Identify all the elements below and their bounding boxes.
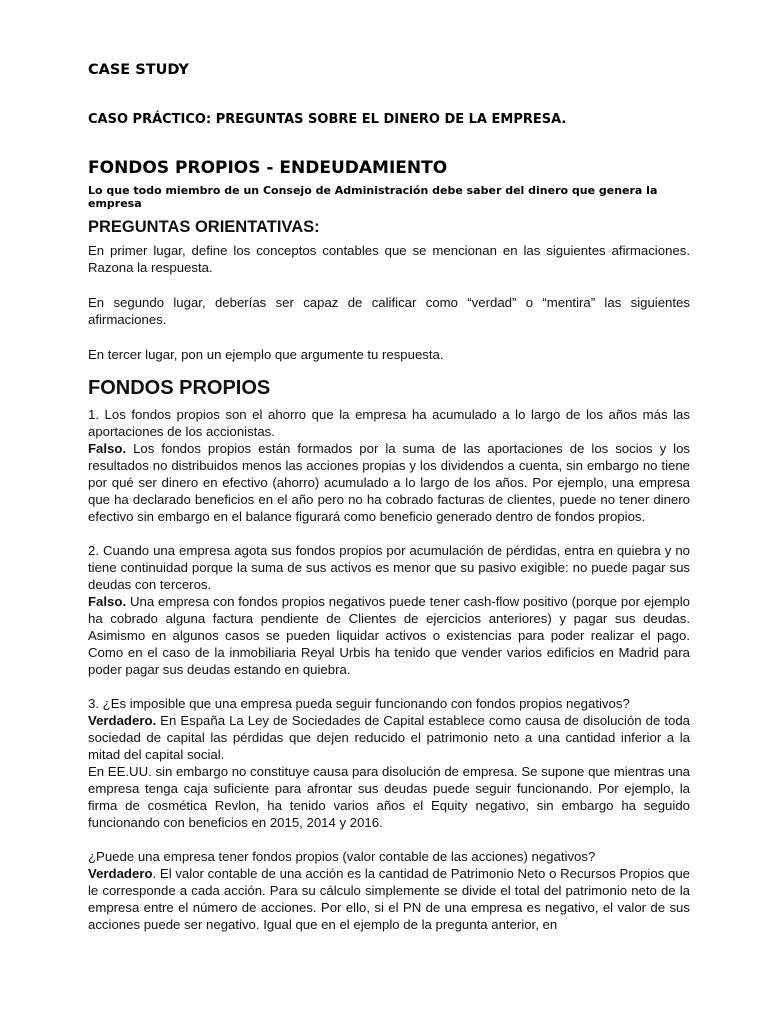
answer-4-text: . El valor contable de una acción es la cantidad de Patrimonio Neto o Recursos Propios que le corresponde a cada acción. Para su cálculo simplemente se divide el total del patrimonio neto de la empresa entre el número de acciones. Por ello, si el PN de una empresa es negativo, el valor de sus acciones puede ser negativo. Igual que en el ejemplo de la pregunta anterior, en	[88, 866, 690, 932]
answer-2	[88, 593, 690, 678]
intro-paragraph-2: En segundo lugar, deberías ser capaz de calificar como “verdad” o “mentira” las siguientes afirmaciones.	[88, 295, 690, 327]
answer-2-text: Una empresa con fondos propios negativos puede tener cash-flow positivo (porque por ejemplo ha cobrado alguna factura pendiente de Clientes de ejercicios anteriores) y pagar sus deudas. Asimismo en algunos casos se pueden liquidar activos o existencias para poder realizar el pago. Como en el caso de la inmobiliaria Reyal Urbis ha tenido que vender varios edificios en Madrid para poder pagar sus deudas estando en quiebra.	[88, 594, 690, 677]
answer-3-label: Verdadero.	[88, 713, 157, 728]
case-study-heading: CASE STUDY	[88, 62, 189, 78]
question-1: 1. Los fondos propios son el ahorro que la empresa ha acumulado a lo largo de los años más las aportaciones de los accionistas.	[88, 407, 690, 439]
answer-2-label: Falso.	[88, 594, 127, 609]
caso-practico-heading: CASO PRÁCTICO: PREGUNTAS SOBRE EL DINERO DE LA EMPRESA.	[88, 112, 567, 127]
subtitle: Lo que todo miembro de un Consejo de Administración debe saber del dinero que genera la empresa	[88, 184, 658, 210]
answer-3	[88, 712, 690, 763]
question-4: ¿Puede una empresa tener fondos propios (valor contable de las acciones) negativos?	[88, 849, 596, 864]
questions-section	[88, 406, 690, 933]
preguntas-heading: PREGUNTAS ORIENTATIVAS:	[88, 218, 320, 236]
intro-paragraph-3: En tercer lugar, pon un ejemplo que argumente tu respuesta.	[88, 347, 444, 362]
fondos-endeudamiento-heading: FONDOS PROPIOS - ENDEUDAMIENTO	[88, 158, 448, 178]
answer-4	[88, 865, 690, 933]
answer-1-text: Los fondos propios están formados por la suma de las aportaciones de los socios y los resultados no distribuidos menos las acciones propias y los dividendos a cuenta, sin embargo no tiene por qué ser dinero en efectivo (ahorro) acumulado a lo largo de los años. Por ejemplo, una empresa que ha declarado beneficios en el año pero no ha cobrado facturas de clientes, puede no tener dinero efectivo sin embargo en el balance figurará como beneficio generado dentro de fondos propios.	[88, 441, 690, 524]
answer-4-label: Verdadero	[88, 866, 153, 881]
answer-1-label: Falso.	[88, 441, 127, 456]
answer-1	[88, 440, 690, 525]
answer-3-text: En España La Ley de Sociedades de Capital establece como causa de disolución de toda sociedad de capital las pérdidas que dejen reducido el patrimonio neto a una cantidad inferior a la mitad del capital social.	[88, 713, 690, 762]
answer-3-extra: En EE.UU. sin embargo no constituye causa para disolución de empresa. Se supone que mientras una empresa tenga caja suficiente para afrontar sus deudas puede seguir funcionando. Por ejemplo, la firma de cosmética Revlon, ha tenido varios años el Equity negativo, sin embargo ha seguido funcionando con beneficios en 2015, 2014 y 2016.	[88, 764, 690, 830]
question-2: 2. Cuando una empresa agota sus fondos propios por acumulación de pérdidas, entra en quiebra y no tiene continuidad porque la suma de sus activos es menor que su pasivo exigible: no puede pagar sus deudas con terceros.	[88, 543, 690, 592]
intro-paragraph-1: En primer lugar, define los conceptos contables que se mencionan en las siguientes afirmaciones. Razona la respuesta.	[88, 243, 690, 275]
question-3: 3. ¿Es imposible que una empresa pueda seguir funcionando con fondos propios negativos?	[88, 696, 630, 711]
fondos-propios-heading: FONDOS PROPIOS	[88, 377, 271, 399]
